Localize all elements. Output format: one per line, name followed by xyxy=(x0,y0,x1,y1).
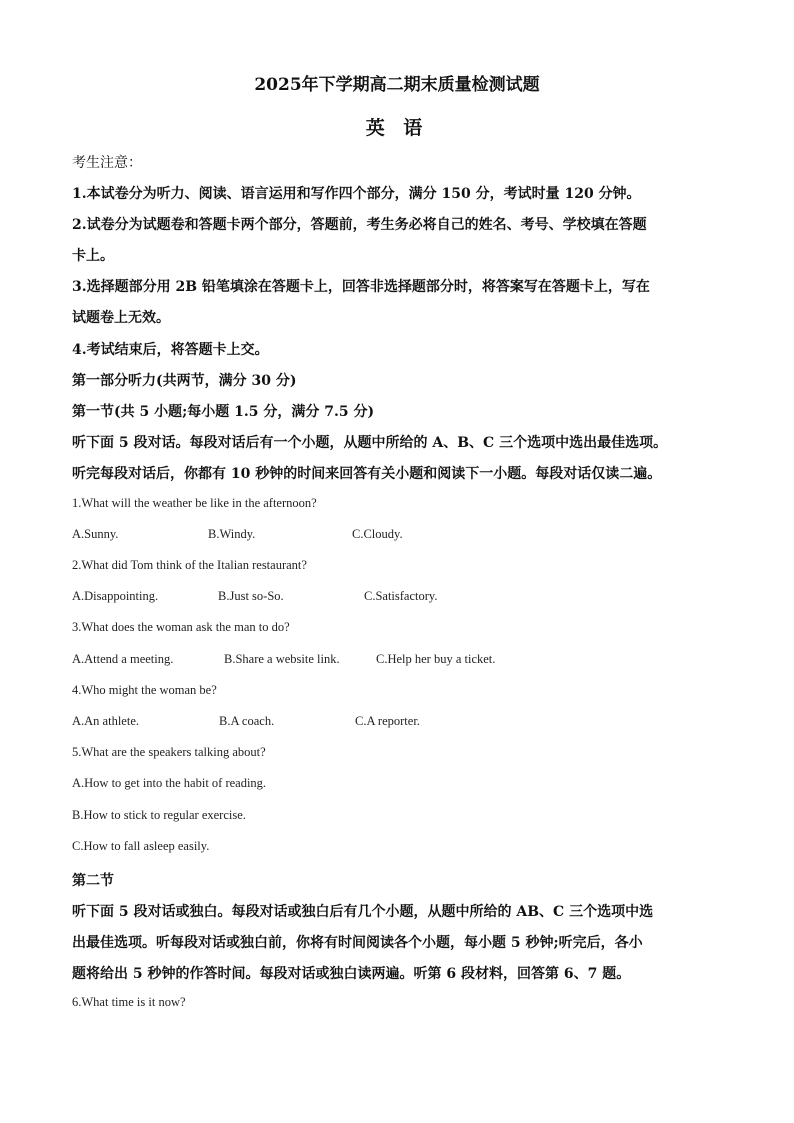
section2-instruction: 出最佳选项。听每段对话或独白前，你将有时间阅读各个小题，每小题 5 秒钟;听完后，各小 xyxy=(72,935,643,951)
answer-option: C.How to fall asleep easily. xyxy=(72,839,210,853)
answer-option: B.Share a website link. xyxy=(224,652,340,666)
answer-option: A.Sunny. xyxy=(72,527,119,541)
answer-option: B.How to stick to regular exercise. xyxy=(72,808,246,822)
question-stem: 5.What are the speakers talking about? xyxy=(72,745,266,759)
answer-option: A.An athlete. xyxy=(72,714,139,728)
answer-option: B.Windy. xyxy=(208,527,256,541)
subject-title: 英 语 xyxy=(365,117,429,139)
answer-option: C.Cloudy. xyxy=(352,527,403,541)
section1-heading: 第一节(共 5 小题;每小题 1.5 分，满分 7.5 分) xyxy=(72,404,375,420)
section2-heading: 第二节 xyxy=(72,873,114,889)
notice-item: 4.考试结束后，将答题卡上交。 xyxy=(72,342,269,358)
answer-option: C.Help her buy a ticket. xyxy=(376,652,496,666)
answer-option: C.Satisfactory. xyxy=(364,589,438,603)
section1-instruction: 听下面 5 段对话。每段对话后有一个小题，从题中所给的 A、B、C 三个选项中选出最佳选项。 xyxy=(72,435,668,451)
question-stem: 2.What did Tom think of the Italian restaurant? xyxy=(72,558,307,572)
section2-instruction: 听下面 5 段对话或独白。每段对话或独白后有几个小题，从题中所给的 AB、C 三个选项中选 xyxy=(72,904,654,920)
notice-item: 试题卷上无效。 xyxy=(72,310,170,326)
notice-item: 卡上。 xyxy=(72,248,114,264)
notice-item: 1.本试卷分为听力、阅读、语言运用和写作四个部分，满分 150 分，考试时量 120 分钟。 xyxy=(72,186,641,202)
answer-option: C.A reporter. xyxy=(355,714,420,728)
answer-option: A.How to get into the habit of reading. xyxy=(72,776,267,790)
question-stem: 6.What time is it now? xyxy=(72,995,186,1009)
notice-label: 考生注意： xyxy=(72,155,142,171)
notice-item: 2.试卷分为试题卷和答题卡两个部分，答题前，考生务必将自己的姓名、考号、学校填在答题 xyxy=(72,217,647,233)
question-stem: 3.What does the woman ask the man to do? xyxy=(72,620,290,634)
question-stem: 4.Who might the woman be? xyxy=(72,683,217,697)
section1-instruction: 听完每段对话后，你都有 10 秒钟的时间来回答有关小题和阅读下一小题。每段对话仅读二遍。 xyxy=(72,466,662,482)
notice-item: 3.选择题部分用 2B 铅笔填涂在答题卡上，回答非选择题部分时，将答案写在答题卡上，写在 xyxy=(72,279,650,295)
exam-title: 2025年下学期高二期末质量检测试题 xyxy=(254,75,540,95)
answer-option: A.Attend a meeting. xyxy=(72,652,174,666)
answer-option: B.A coach. xyxy=(219,714,275,728)
question-stem: 1.What will the weather be like in the afternoon? xyxy=(72,496,317,510)
part1-heading: 第一部分听力(共两节，满分 30 分) xyxy=(72,373,297,389)
answer-option: A.Disappointing. xyxy=(72,589,159,603)
section2-instruction: 题将给出 5 秒钟的作答时间。每段对话或独白读两遍。听第 6 段材料，回答第 6、7 题。 xyxy=(72,966,631,982)
answer-option: B.Just so-So. xyxy=(218,589,284,603)
